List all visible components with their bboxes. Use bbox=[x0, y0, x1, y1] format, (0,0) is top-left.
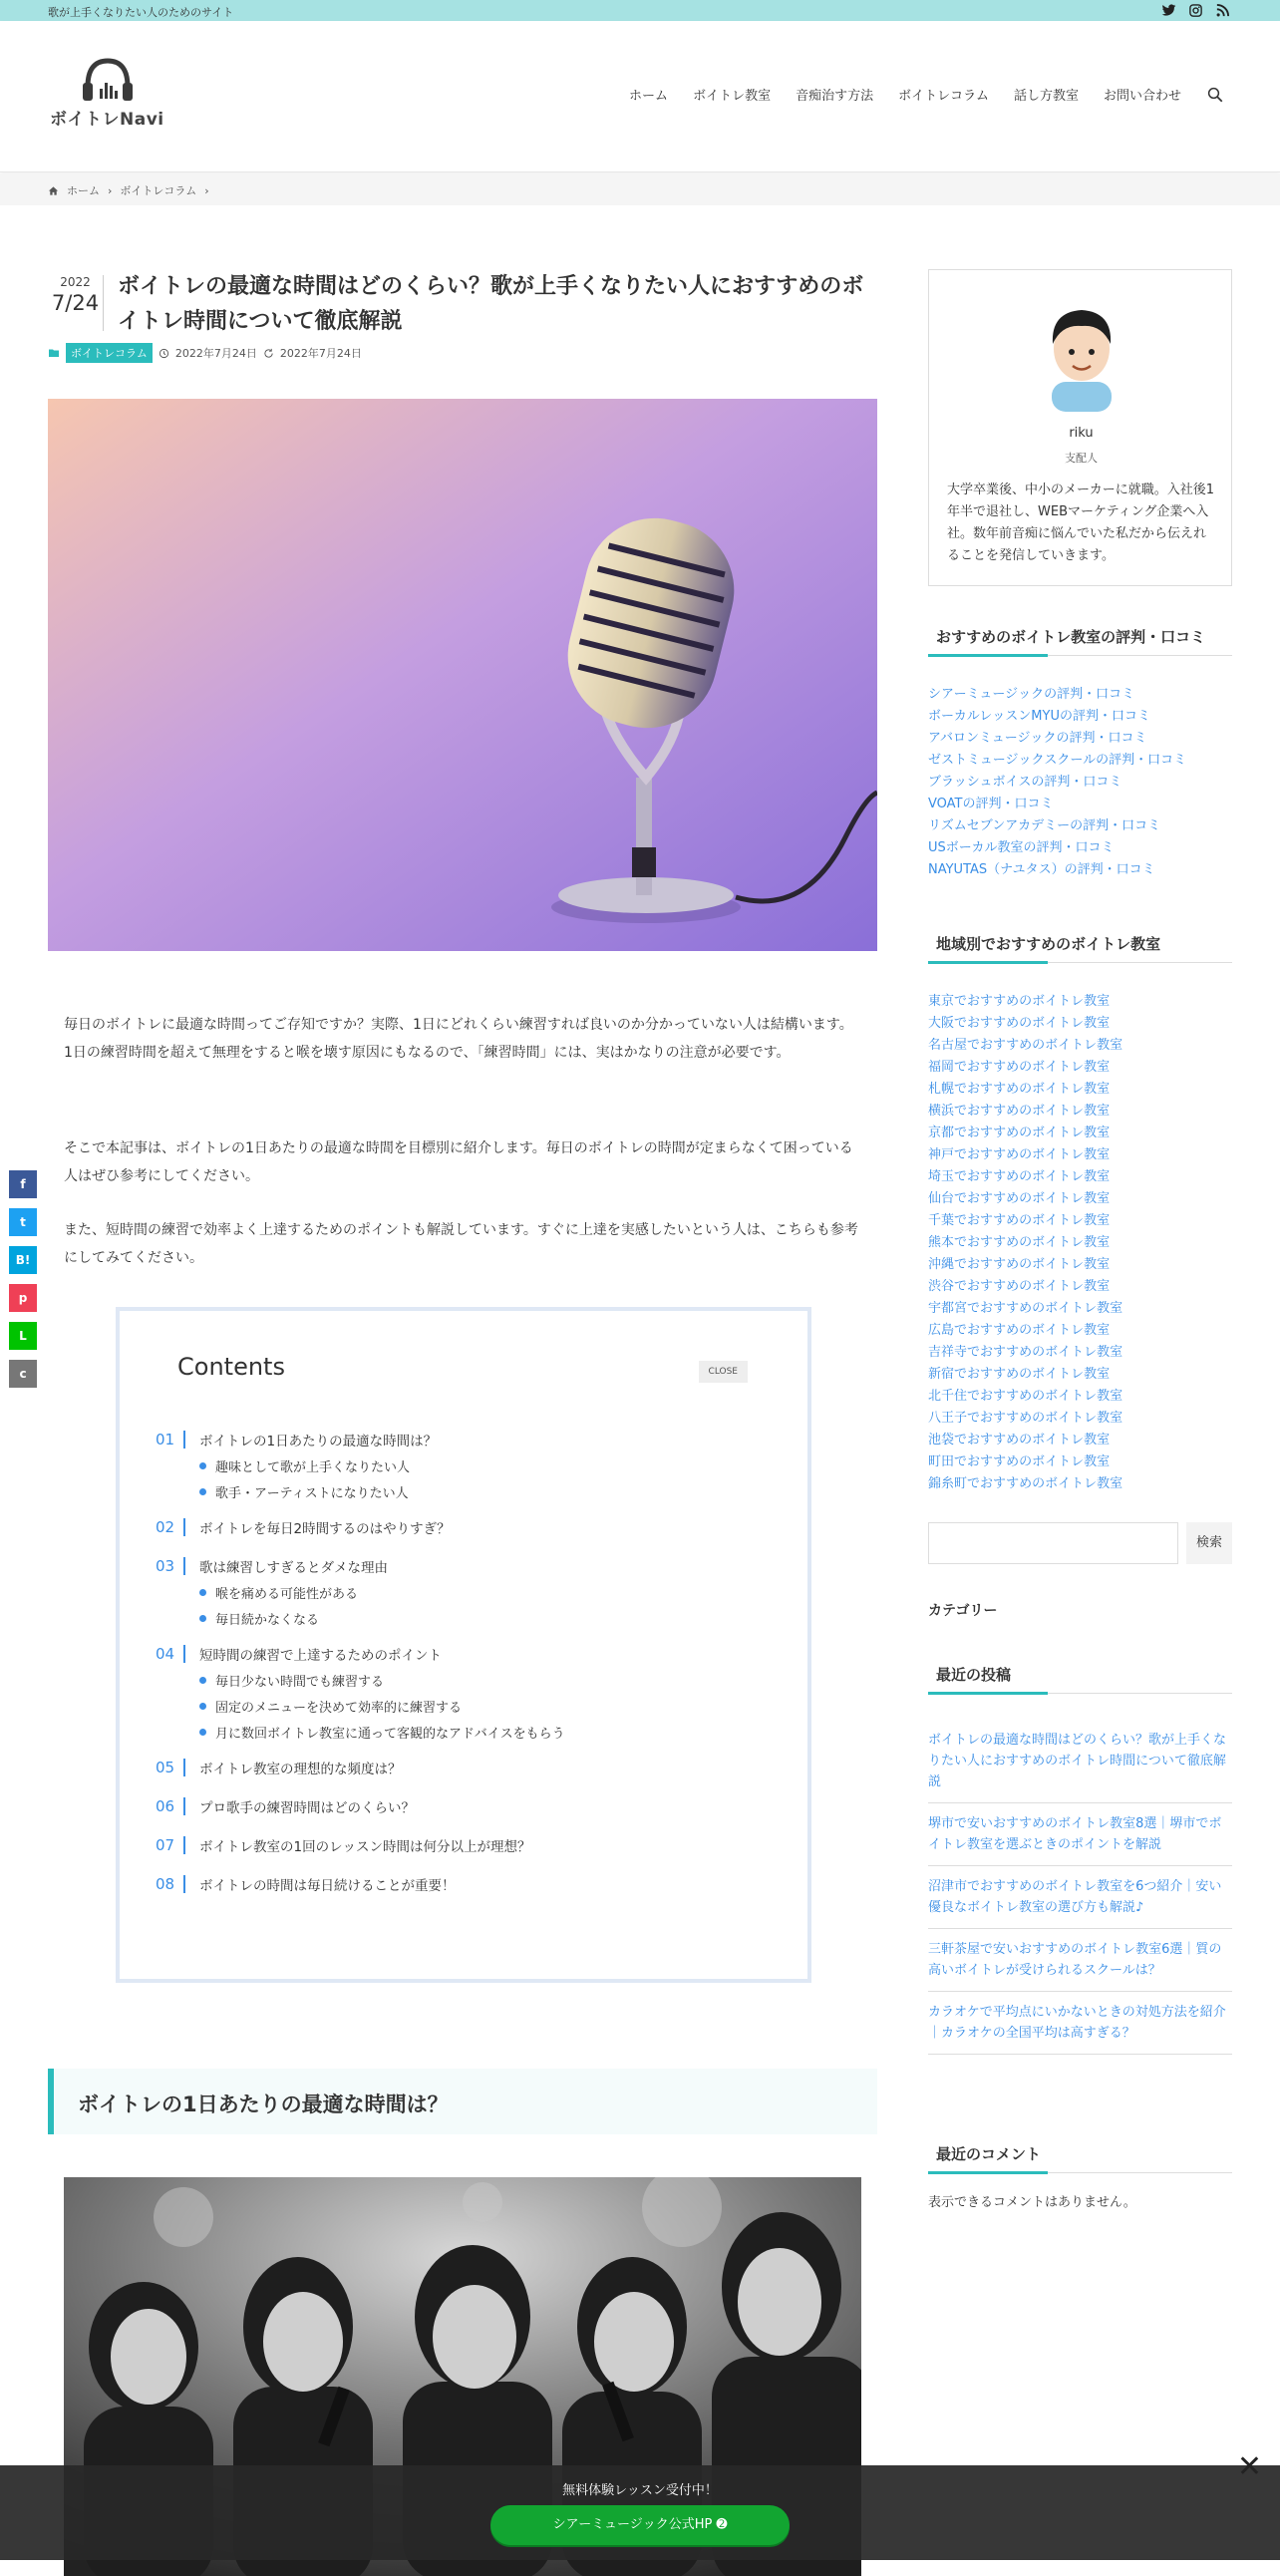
sidebar-link[interactable]: シアーミュージックの評判・口コミ bbox=[928, 687, 1135, 702]
author-bio: 大学卒業後、中小のメーカーに就職。入社後1年半で退社し、WEBマーケティング企業へ入社。数年前音痴に悩んでいた私だから伝えれることを発信していきます。 bbox=[947, 483, 1215, 563]
author-profile bbox=[928, 269, 1232, 586]
sidebar-link[interactable]: 吉祥寺でおすすめのボイトレ教室 bbox=[928, 1345, 1123, 1360]
widget-title-reviews: おすすめのボイトレ教室の評判・口コミ bbox=[928, 616, 1232, 656]
update-icon bbox=[263, 348, 274, 359]
no-comments-text: 表示できるコメントはありません。 bbox=[928, 2195, 1136, 2210]
category-badge[interactable]: ボイトレコラム bbox=[66, 343, 153, 363]
sidebar-link[interactable]: 京都でおすすめのボイトレ教室 bbox=[928, 1126, 1111, 1140]
sidebar-link[interactable]: 名古屋でおすすめのボイトレ教室 bbox=[928, 1038, 1123, 1053]
sidebar-link[interactable]: 福岡でおすすめのボイトレ教室 bbox=[928, 1060, 1111, 1075]
line-icon[interactable]: L bbox=[9, 1322, 37, 1350]
search-button[interactable]: 検索 bbox=[1186, 1522, 1232, 1564]
hero-image-microphone bbox=[48, 399, 877, 951]
article-title: ボイトレの最適な時間はどのくらい？歌が上手くなりたい人におすすめのボイトレ時間について徹底解説 bbox=[118, 274, 864, 334]
author-role: 支配人 bbox=[1065, 452, 1098, 465]
toc-list bbox=[156, 1427, 774, 1897]
sidebar-link[interactable]: 沖縄でおすすめのボイトレ教室 bbox=[928, 1257, 1111, 1272]
breadcrumb-home[interactable]: ホーム bbox=[67, 184, 100, 197]
toc-item[interactable]: 08 ボイトレの時間は毎日続けることが重要！ bbox=[156, 1875, 456, 1894]
sidebar-link[interactable]: 東京でおすすめのボイトレ教室 bbox=[928, 994, 1111, 1009]
copy-icon[interactable]: c bbox=[9, 1360, 37, 1388]
toc-subitem[interactable]: 月に数回ボイトレ教室に通って客観的なアドバイスをもらう bbox=[156, 1719, 774, 1745]
instagram-icon[interactable] bbox=[1188, 3, 1203, 18]
sidebar-link[interactable]: 新宿でおすすめのボイトレ教室 bbox=[928, 1367, 1111, 1382]
global-nav bbox=[604, 85, 1224, 104]
chevron-right-icon: › bbox=[204, 183, 209, 197]
toc-title: Contents bbox=[177, 1353, 285, 1381]
hatena-icon[interactable]: B! bbox=[9, 1246, 37, 1274]
sidebar-link[interactable]: ボーカルレッスンMYUの評判・口コミ bbox=[928, 709, 1150, 724]
sidebar-link[interactable]: 大阪でおすすめのボイトレ教室 bbox=[928, 1016, 1111, 1031]
sidebar-link[interactable]: 横浜でおすすめのボイトレ教室 bbox=[928, 1104, 1111, 1119]
sidebar-link[interactable]: 池袋でおすすめのボイトレ教室 bbox=[928, 1433, 1111, 1448]
sidebar-link[interactable]: ブラッシュボイスの評判・口コミ bbox=[928, 775, 1122, 790]
folder-icon bbox=[48, 347, 60, 359]
toc-subitem[interactable]: 毎日続かなくなる bbox=[156, 1605, 774, 1631]
nav-item-voice-school[interactable]: ボイトレ教室 bbox=[693, 89, 772, 104]
toc-item[interactable]: 05 ボイトレ教室の理想的な頻度は？ bbox=[156, 1759, 402, 1777]
cta-banner bbox=[0, 2449, 1280, 2560]
toc-subitem[interactable]: 固定のメニューを決めて効率的に練習する bbox=[156, 1693, 774, 1719]
sidebar-link[interactable]: 熊本でおすすめのボイトレ教室 bbox=[928, 1235, 1111, 1250]
published-date: 2022年7月24日 bbox=[174, 347, 257, 360]
cta-text: 無料体験レッスン受付中！ bbox=[562, 2483, 718, 2498]
sidebar-link[interactable]: アバロンミュージックの評判・口コミ bbox=[928, 731, 1147, 746]
pocket-icon[interactable]: p bbox=[9, 1284, 37, 1312]
widget-title-regions: 地域別でおすすめのボイトレ教室 bbox=[928, 923, 1232, 963]
sidebar-link[interactable]: 仙台でおすすめのボイトレ教室 bbox=[928, 1191, 1111, 1206]
recent-post-link[interactable]: カラオケで平均点にいかないときの対処方法を紹介｜カラオケの全国平均は高すぎる？ bbox=[928, 1992, 1232, 2055]
sidebar-link[interactable]: 神戸でおすすめのボイトレ教室 bbox=[928, 1147, 1111, 1162]
toc-item[interactable]: 04 短時間の練習で上達するためのポイント bbox=[156, 1645, 442, 1664]
logo-text: ボイトレNavi bbox=[50, 110, 164, 130]
toc-subitem[interactable]: 毎日少ない時間でも練習する bbox=[156, 1667, 774, 1693]
toc-item[interactable]: 01 ボイトレの1日あたりの最適な時間は？ bbox=[156, 1431, 438, 1449]
search-widget bbox=[928, 1522, 1232, 1564]
share-bar bbox=[9, 1170, 37, 1398]
section-heading: ボイトレの1日あたりの最適な時間は？ bbox=[48, 2069, 877, 2134]
widget-title-recent-posts: 最近の投稿 bbox=[928, 1654, 1232, 1694]
intro-paragraph-2: そこで本記事は、ボイトレの1日あたりの最適な時間を目標別に紹介します。毎日のボイトレの時間が定まらなくて困っている人はぜひ参考にしてください。 bbox=[64, 1140, 853, 1184]
table-of-contents bbox=[116, 1307, 811, 1983]
sidebar-link[interactable]: 北千住でおすすめのボイトレ教室 bbox=[928, 1389, 1123, 1404]
updated-date: 2022年7月24日 bbox=[279, 347, 362, 360]
toc-subitem[interactable]: 喉を痛める可能性がある bbox=[156, 1579, 774, 1605]
post-month-day: 7/24 bbox=[51, 291, 100, 315]
toc-subitem[interactable]: 趣味として歌が上手くなりたい人 bbox=[156, 1452, 774, 1478]
author-name: riku bbox=[1069, 426, 1094, 441]
sidebar-link[interactable]: 千葉でおすすめのボイトレ教室 bbox=[928, 1213, 1111, 1228]
chevron-right-icon: › bbox=[108, 183, 113, 197]
category-widget-title: カテゴリー bbox=[928, 1603, 998, 1619]
search-icon[interactable] bbox=[1206, 86, 1224, 104]
headphones-icon bbox=[78, 57, 138, 105]
avatar bbox=[1027, 294, 1136, 414]
rss-icon[interactable] bbox=[1215, 3, 1230, 18]
nav-item-column[interactable]: ボイトレコラム bbox=[898, 89, 989, 104]
home-icon bbox=[48, 185, 59, 196]
cta-button[interactable]: シアーミュージック公式HP ➋ bbox=[490, 2505, 790, 2545]
top-bar bbox=[0, 0, 1280, 21]
twitter-icon[interactable]: t bbox=[9, 1208, 37, 1236]
recent-post-link[interactable]: ボイトレの最適な時間はどのくらい？歌が上手くなりたい人におすすめのボイトレ時間について徹底解説 bbox=[928, 1720, 1232, 1803]
post-date bbox=[48, 275, 104, 331]
site-tagline: 歌が上手くなりたい人のためのサイト bbox=[48, 6, 234, 19]
sidebar-link[interactable]: NAYUTAS（ナユタス）の評判・口コミ bbox=[928, 862, 1155, 877]
post-meta bbox=[48, 343, 362, 363]
nav-item-speaking[interactable]: 話し方教室 bbox=[1013, 89, 1079, 104]
close-icon[interactable]: ✕ bbox=[1236, 2449, 1262, 2484]
sidebar-link[interactable]: ゼストミュージックスクールの評判・口コミ bbox=[928, 753, 1187, 768]
toc-item[interactable]: 02 ボイトレを毎日2時間するのはやりすぎ？ bbox=[156, 1518, 451, 1537]
clock-icon bbox=[159, 348, 169, 359]
sidebar-link[interactable]: 町田でおすすめのボイトレ教室 bbox=[928, 1454, 1111, 1469]
recent-post-link[interactable]: 沼津市でおすすめのボイトレ教室を6つ紹介｜安い優良なボイトレ教室の選び方も解説♪ bbox=[928, 1866, 1232, 1929]
sidebar-link[interactable]: 渋谷でおすすめのボイトレ教室 bbox=[928, 1279, 1111, 1294]
sidebar-link[interactable]: リズムセブンアカデミーの評判・口コミ bbox=[928, 818, 1161, 833]
nav-item-tone-deaf[interactable]: 音痴治す方法 bbox=[796, 89, 874, 104]
recent-post-link[interactable]: 堺市で安いおすすめのボイトレ教室8選｜堺市でボイトレ教室を選ぶときのポイントを解説 bbox=[928, 1803, 1232, 1866]
toc-item[interactable]: 06 プロ歌手の練習時間はどのくらい？ bbox=[156, 1797, 415, 1816]
toc-close-button[interactable]: CLOSE bbox=[699, 1361, 748, 1383]
toc-item[interactable]: 03 歌は練習しすぎるとダメな理由 bbox=[156, 1557, 388, 1576]
widget-title-comments: 最近のコメント bbox=[928, 2133, 1232, 2173]
intro-paragraph-1: 毎日のボイトレに最適な時間ってご存知ですか？実際、1日にどれくらい練習すれば良いのか分かっていない人は結構います。1日の練習時間を超えて無理をすると喉を壊す原因にもなるので、「練習時間」には、実はかなりの注意が必要です。 bbox=[64, 1017, 853, 1061]
sidebar-link[interactable]: VOATの評判・口コミ bbox=[928, 797, 1054, 811]
breadcrumb-column[interactable]: ボイトレコラム bbox=[120, 184, 197, 197]
sidebar-link[interactable]: 札幌でおすすめのボイトレ教室 bbox=[928, 1082, 1111, 1097]
recent-post-link[interactable]: 三軒茶屋で安いおすすめのボイトレ教室6選｜質の高いボイトレが受けられるスクールは？ bbox=[928, 1929, 1232, 1992]
recent-posts bbox=[928, 1720, 1232, 2055]
review-links bbox=[928, 684, 1232, 881]
region-links bbox=[928, 991, 1232, 1495]
sidebar-link[interactable]: 錦糸町でおすすめのボイトレ教室 bbox=[928, 1476, 1123, 1491]
site-logo[interactable] bbox=[50, 55, 167, 133]
toc-subitem[interactable]: 歌手・アーティストになりたい人 bbox=[156, 1478, 774, 1504]
sidebar-link[interactable]: 広島でおすすめのボイトレ教室 bbox=[928, 1323, 1111, 1338]
sidebar-link[interactable]: 八王子でおすすめのボイトレ教室 bbox=[928, 1411, 1123, 1426]
breadcrumb bbox=[0, 173, 1280, 205]
sidebar-link[interactable]: 宇都宮でおすすめのボイトレ教室 bbox=[928, 1301, 1123, 1316]
toc-item[interactable]: 07 ボイトレ教室の1回のレッスン時間は何分以上が理想？ bbox=[156, 1836, 531, 1855]
search-input[interactable] bbox=[928, 1522, 1178, 1564]
facebook-icon[interactable]: f bbox=[9, 1170, 37, 1198]
twitter-icon[interactable] bbox=[1161, 3, 1176, 18]
intro-paragraph-3: また、短時間の練習で効率よく上達するためのポイントも解説しています。すぐに上達を実感したいという人は、こちらも参考にしてみてください。 bbox=[64, 1222, 858, 1266]
sidebar-link[interactable]: USボーカル教室の評判・口コミ bbox=[928, 840, 1115, 855]
post-year: 2022 bbox=[60, 275, 91, 289]
sidebar-link[interactable]: 埼玉でおすすめのボイトレ教室 bbox=[928, 1169, 1111, 1184]
nav-item-contact[interactable]: お問い合わせ bbox=[1103, 89, 1181, 104]
nav-item-home[interactable]: ホーム bbox=[629, 89, 669, 104]
site-header bbox=[0, 21, 1280, 172]
